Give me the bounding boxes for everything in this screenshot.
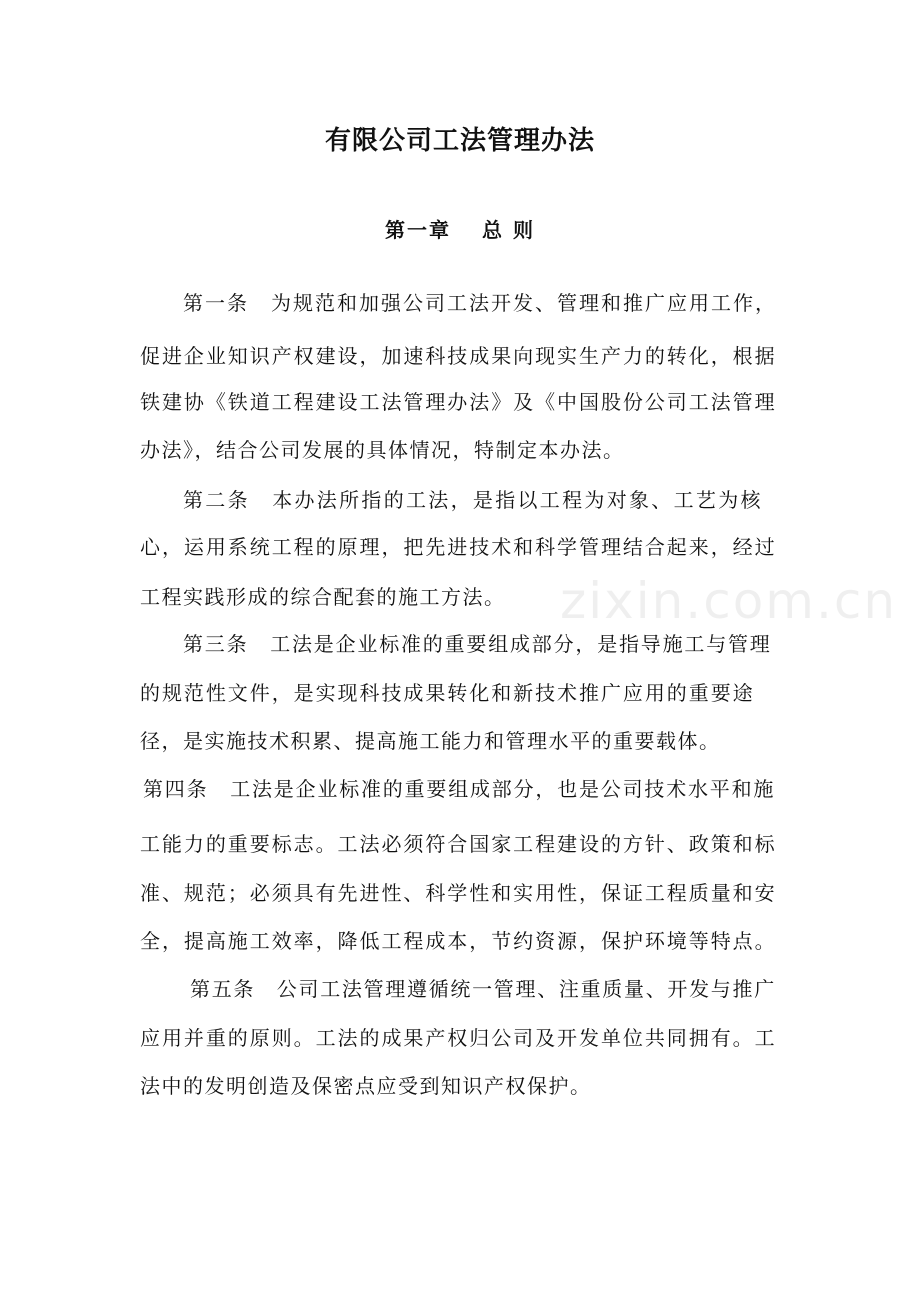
article-3-line-3: 径，是实施技术积累、提高施工能力和管理水平的重要载体。 [140, 729, 721, 753]
article-3-line-2: 的规范性文件，是实现科技成果转化和新技术推广应用的重要途 [140, 681, 755, 705]
article-5-line-2: 应用并重的原则。工法的成果产权归公司及开发单位共同拥有。工 [140, 1026, 777, 1050]
article-5-line-3: 法中的发明创造及保密点应受到知识产权保护。 [140, 1074, 592, 1098]
chapter-heading: 第一章 总 则 [385, 218, 535, 242]
article-2-line-1: 第二条 本办法所指的工法，是指以工程为对象、工艺为核 [183, 488, 763, 512]
article-4-line-2: 工能力的重要标志。工法必须符合国家工程建设的方针、政策和标 [140, 832, 777, 856]
article-3-line-1: 第三条 工法是企业标准的重要组成部分，是指导施工与管理 [183, 632, 772, 656]
article-1-line-3: 铁建协《铁道工程建设工法管理办法》及《中国股份公司工法管理 [140, 390, 777, 414]
article-2-line-3: 工程实践形成的综合配套的施工方法。 [140, 585, 506, 609]
article-1-line-2: 促进企业知识产权建设，加速科技成果向现实生产力的转化，根据 [140, 344, 777, 368]
article-4-line-3: 准、规范；必须具有先进性、科学性和实用性，保证工程质量和安 [140, 881, 777, 905]
document-title: 有限公司工法管理办法 [324, 126, 595, 156]
article-1-line-4: 办法》，结合公司发展的具体情况，特制定本办法。 [140, 438, 625, 462]
article-2-line-2: 心，运用系统工程的原理，把先进技术和科学管理结合起来，经过 [140, 535, 777, 559]
watermark: zixin.com.cn [560, 572, 898, 630]
article-5-line-1: 第五条 公司工法管理遵循统一管理、注重质量、开发与推广 [190, 977, 776, 1001]
article-4-line-1: 第四条 工法是企业标准的重要组成部分，也是公司技术水平和施 [143, 777, 776, 801]
article-1-line-1: 第一条 为规范和加强公司工法开发、管理和推广应用工作， [183, 291, 777, 315]
article-4-line-4: 全，提高施工效率，降低工程成本，节约资源，保护环境等特点。 [140, 929, 777, 953]
